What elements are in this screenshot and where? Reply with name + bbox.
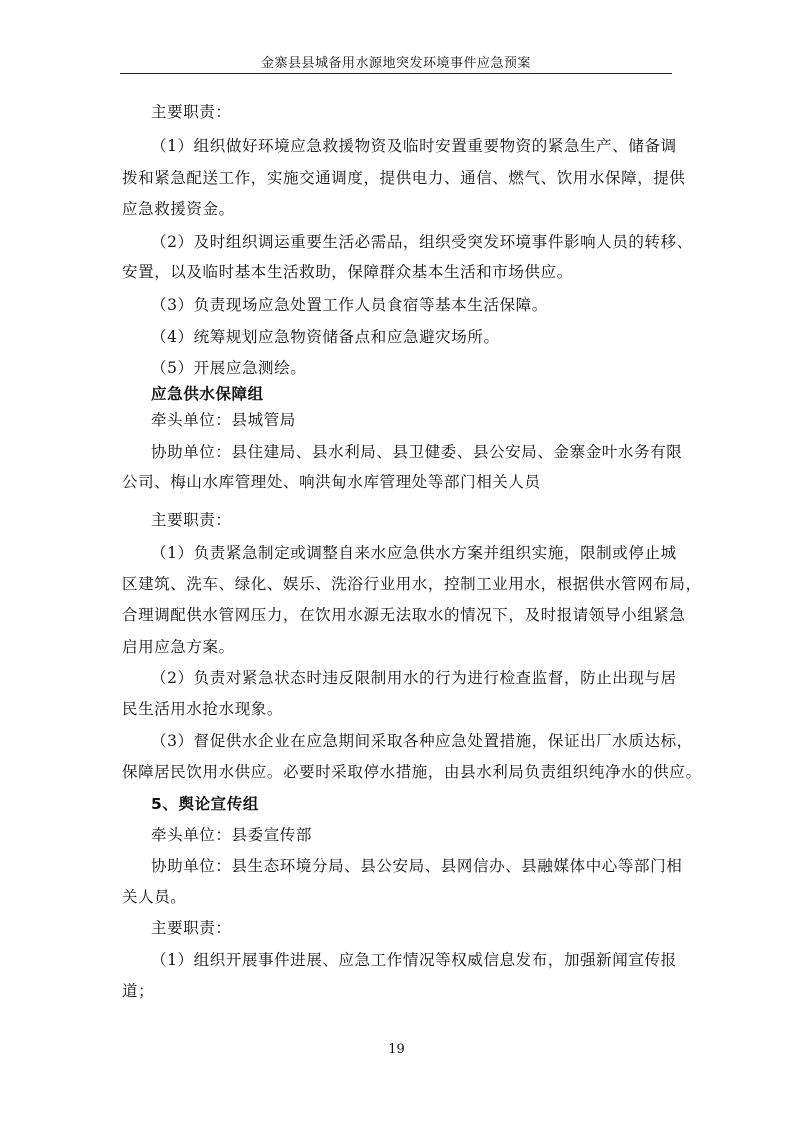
text-line: 民生活用水抢水现象。 — [122, 700, 284, 718]
page-number: 19 — [388, 1042, 405, 1057]
text-line: 应急救援资金。 — [122, 200, 235, 218]
text-line: 主要职责： — [151, 103, 232, 121]
section-heading: 5、舆论宣传组 — [151, 795, 259, 813]
text-line: （5）开展应急测绘。 — [151, 359, 307, 377]
text-line: 关人员。 — [122, 888, 187, 906]
text-line: 主要职责： — [151, 511, 232, 529]
text-line: （1）组织做好环境应急救援物资及临时安置重要物资的紧急生产、储备调 — [151, 137, 677, 155]
text-line: 协助单位：县住建局、县水利局、县卫健委、县公安局、金寨金叶水务有限 — [151, 443, 683, 461]
text-line: 协助单位：县生态环境分局、县公安局、县网信办、县融媒体中心等部门相 — [151, 857, 683, 875]
text-line: （2）负责对紧急状态时违反限制用水的行为进行检查监督，防止出现与居 — [151, 669, 677, 687]
text-line: 牵头单位：县委宣传部 — [151, 826, 313, 844]
text-line: （1）负责紧急制定或调整自来水应急供水方案并组织实施，限制或停止城 — [151, 544, 677, 562]
text-line: 启用应急方案。 — [122, 638, 235, 656]
text-line: 牵头单位：县城管局 — [151, 411, 296, 429]
running-header: 金寨县县城备用水源地突发环境事件应急预案 — [260, 56, 531, 71]
text-line: 合理调配供水管网压力，在饮用水源无法取水的情况下，及时报请领导小组紧急 — [122, 606, 686, 624]
text-line: 拨和紧急配送工作，实施交通调度，提供电力、通信、燃气、饮用水保障，提供 — [122, 169, 686, 187]
text-line: 保障居民饮用水供应。必要时采取停水措施，由县水利局负责组织纯净水的供应。 — [122, 763, 702, 781]
text-line: 安置，以及临时基本生活救助，保障群众基本生活和市场供应。 — [122, 263, 573, 281]
text-line: （1）组织开展事件进展、应急工作情况等权威信息发布，加强新闻宣传报 — [151, 951, 677, 969]
text-line: 道； — [122, 982, 155, 1000]
text-line: 公司、梅山水库管理处、响洪甸水库管理处等部门相关人员 — [122, 473, 541, 491]
text-line: （2）及时组织调运重要生活必需品，组织受突发环境事件影响人员的转移、 — [151, 233, 693, 251]
header-divider — [120, 73, 672, 74]
text-line: （3）督促供水企业在应急期间采取各种应急处置措施，保证出厂水质达标， — [151, 732, 693, 750]
text-line: 主要职责： — [151, 919, 232, 937]
section-heading: 应急供水保障组 — [151, 385, 264, 403]
text-line: 区建筑、洗车、绿化、娱乐、洗浴行业用水，控制工业用水，根据供水管网布局， — [122, 575, 702, 593]
text-line: （4）统筹规划应急物资储备点和应急避灾场所。 — [151, 328, 500, 346]
text-line: （3）负责现场应急处置工作人员食宿等基本生活保障。 — [151, 296, 548, 314]
